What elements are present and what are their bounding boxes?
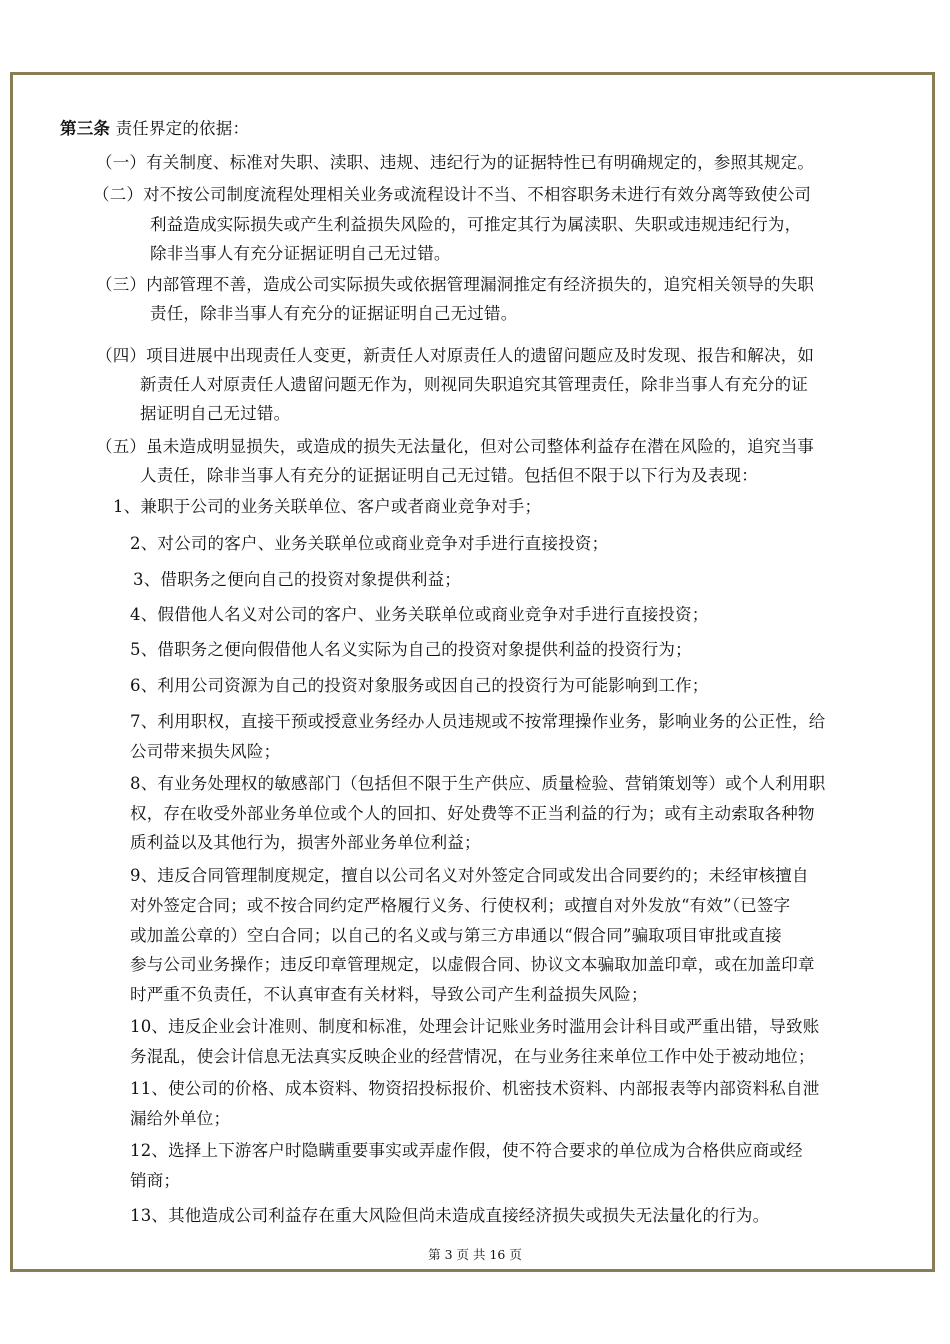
subitem-9-line-3: 或加盖公章的）空白合同；以自己的名义或与第三方串通以“假合同”骗取项目审批或直接 xyxy=(130,926,782,945)
clause-3-line-1: （三）内部管理不善，造成公司实际损失或依据管理漏洞推定有经济损失的，追究相关领导的失职 xyxy=(96,275,815,294)
subitem-12-line-2: 销商； xyxy=(130,1171,181,1190)
clause-3-line-2: 责任，除非当事人有充分的证据证明自己无过错。 xyxy=(150,304,518,323)
subitem-12-line-1: 12、选择上下游客户时隐瞒重要事实或弄虚作假，使不符合要求的单位成为合格供应商或经 xyxy=(130,1141,803,1160)
subitem-9-line-5: 时严重不负责任，不认真审查有关材料，导致公司产生利益损失风险； xyxy=(130,985,648,1004)
article-label: 第三条 xyxy=(60,119,111,138)
article-title: 责任界定的依据： xyxy=(115,119,250,138)
subitem-13: 13、其他造成公司利益存在重大风险但尚未造成直接经济损失或损失无法量化的行为。 xyxy=(130,1206,770,1225)
clause-4-line-2: 新责任人对原责任人遗留问题无作为，则视同失职追究其管理责任，除非当事人有充分的证 xyxy=(140,375,808,394)
subitem-4: 4、假借他人名义对公司的客户、业务关联单位或商业竞争对手进行直接投资； xyxy=(130,605,709,624)
subitem-9-line-2: 对外签定合同；或不按合同约定严格履行义务、行使权利；或擅自对外发放“有效”（已签字 xyxy=(130,896,791,915)
subitem-6: 6、利用公司资源为自己的投资对象服务或因自己的投资行为可能影响到工作； xyxy=(130,676,709,695)
article-heading xyxy=(60,119,249,139)
subitem-7-line-1: 7、利用职权，直接干预或授意业务经办人员违规或不按常理操作业务，影响业务的公正性，给 xyxy=(130,712,826,731)
clause-2-line-2: 利益造成实际损失或产生利益损失风险的，可推定其行为属渎职、失职或违规违纪行为， xyxy=(150,215,802,234)
subitem-7-line-2: 公司带来损失风险； xyxy=(130,742,281,761)
subitem-8-line-1: 8、有业务处理权的敏感部门（包括但不限于生产供应、质量检验、营销策划等）或个人利用职 xyxy=(130,774,826,793)
subitem-8-line-2: 权，存在收受外部业务单位或个人的回扣、好处费等不正当利益的行为；或有主动索取各种物 xyxy=(130,804,815,823)
subitem-10-line-1: 10、违反企业会计准则、制度和标准，处理会计记账业务时滥用会计科目或严重出错，导致账 xyxy=(130,1017,820,1036)
subitem-11-line-1: 11、使公司的价格、成本资料、物资招投标报价、机密技术资料、内部报表等内部资料私自泄 xyxy=(130,1079,820,1098)
clause-4-line-1: （四）项目进展中出现责任人变更，新责任人对原责任人的遗留问题应及时发现、报告和解决，如 xyxy=(96,346,815,365)
subitem-10-line-2: 务混乱，使会计信息无法真实反映企业的经营情况，在与业务往来单位工作中处于被动地位； xyxy=(130,1047,815,1066)
clause-5-line-2: 人责任，除非当事人有充分的证据证明自己无过错。包括但不限于以下行为及表现： xyxy=(140,466,758,485)
subitem-3: 3、借职务之便向自己的投资对象提供利益； xyxy=(133,570,461,589)
subitem-9-line-1: 9、违反合同管理制度规定，擅自以公司名义对外签定合同或发出合同要约的；未经审核擅自 xyxy=(130,866,809,885)
clause-1: （一）有关制度、标准对失职、渎职、违规、违纪行为的证据特性已有明确规定的，参照其规定。 xyxy=(96,153,815,172)
subitem-8-line-3: 质利益以及其他行为，损害外部业务单位利益； xyxy=(130,833,481,852)
clause-5-line-1: （五）虽未造成明显损失，或造成的损失无法量化，但对公司整体利益存在潜在风险的，追究当事 xyxy=(96,437,815,456)
clause-2-line-1: （二）对不按公司制度流程处理相关业务或流程设计不当、不相容职务未进行有效分离等致使公司 xyxy=(93,185,812,204)
clause-4-line-3: 据证明自己无过错。 xyxy=(140,404,291,423)
subitem-5: 5、借职务之便向假借他人名义实际为自己的投资对象提供利益的投资行为； xyxy=(130,640,692,659)
page-footer: 第 3 页 共 16 页 xyxy=(428,1247,522,1262)
subitem-11-line-2: 漏给外单位； xyxy=(130,1109,231,1128)
subitem-2: 2、对公司的客户、业务关联单位或商业竞争对手进行直接投资； xyxy=(130,534,609,553)
subitem-1: 1、兼职于公司的业务关联单位、客户或者商业竞争对手； xyxy=(113,497,542,516)
clause-2-line-3: 除非当事人有充分证据证明自己无过错。 xyxy=(150,244,451,263)
subitem-9-line-4: 参与公司业务操作；违反印章管理规定，以虚假合同、协议文本骗取加盖印章，或在加盖印章 xyxy=(130,955,815,974)
